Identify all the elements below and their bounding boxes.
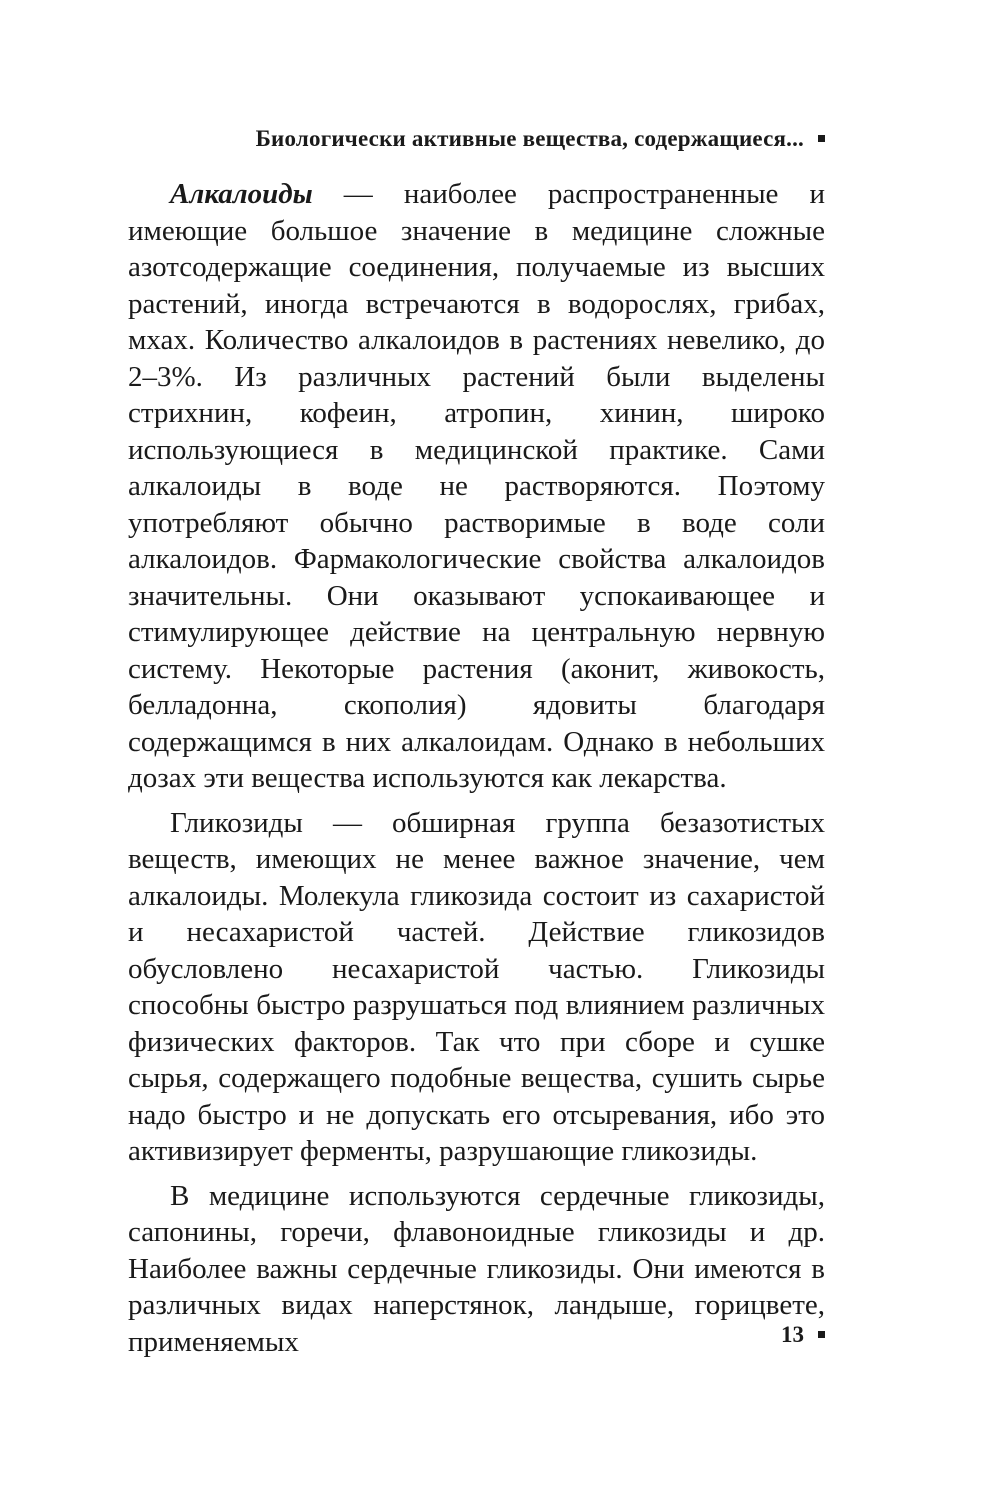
- paragraph-glycosides: Гликозиды — обширная группа безазотистых веществ, имеющих не менее важное значение, чем алкалоиды. Молекула гликозида состоит из сахаристой и несахаристой частей. Действие гликозидов обусловлено несахаристой частью. Гликозиды способны быстро разрушаться под влиянием различных физических факторов. Так что при сборе и сушке сырья, содержащего подобные вещества, сушить сырье надо быстро и не допускать его отсыревания, ибо это активизирует ферменты, разрушающие гликозиды.: [128, 806, 825, 1167]
- body-text: [128, 176, 825, 1368]
- square-bullet-icon: [818, 1331, 825, 1338]
- running-head-title: Биологически активные вещества, содержащиеся...: [255, 126, 804, 151]
- paragraph-alkaloids: [128, 176, 825, 797]
- page-number: 13: [781, 1322, 804, 1347]
- paragraph-cardiac-glycosides: В медицине используются сердечные гликозиды, сапонины, горечи, флавоноидные гликозиды и др. Наиболее важны сердечные гликозиды. Они имеются в различных видах наперстянок, ландыше, горицвете, применяемых: [128, 1179, 825, 1358]
- paragraph-alkaloids-text: — наиболее распространенные и имеющие большое значение в медицине сложные азотсодержащие соединения, получаемые из высших растений, иногда встречаются в водорослях, грибах, мхах. Количество алкалоидов в растениях невелико, до 2–3%. Из различных растений были выделены стрихнин, кофеин, атропин, хинин, широко использующиеся в медицинской практике. Сами алкалоиды в воде не растворяются. Поэтому употребляют обычно растворимые в воде соли алкалоидов. Фармакологические свойства алкалоидов значительны. Они оказывают успокаивающее и стимулирующее действие на центральную нервную систему. Некоторые растения (аконит, живокость, белладонна, скополия) ядовиты благодаря содержащимся в них алкалоидам. Однако в небольших дозах эти вещества используются как лекарства.: [128, 178, 825, 794]
- page-footer: [620, 1322, 825, 1348]
- square-bullet-icon: [818, 135, 825, 142]
- term-alkaloids: Алкалоиды: [170, 178, 313, 210]
- running-head: [130, 126, 825, 152]
